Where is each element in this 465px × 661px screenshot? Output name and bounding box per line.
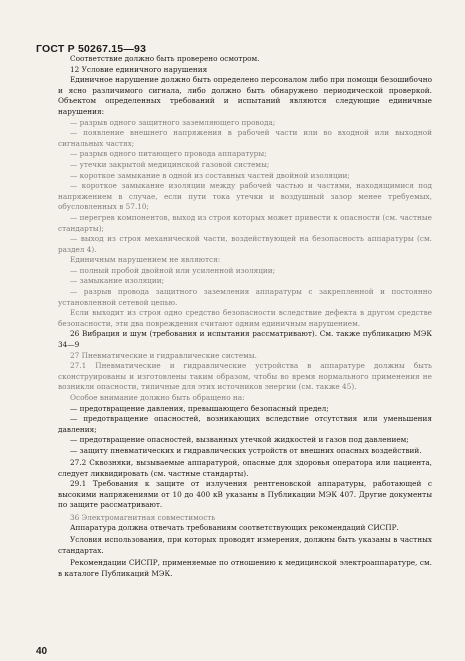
paragraph: 27.1 Пневматические и гидравлические устройства в аппаратуре должны быть сконструированы и изготовлены таким образом, чтобы во время нормального применения не возникли опасности, типичные для этих источников энергии (см. также 45).: [58, 361, 432, 392]
paragraph: — утечки закрытой медицинской газовой системы;: [70, 159, 270, 169]
paragraph: — выход из строя механической части, воздействующей на безопасность аппаратуры (см. раздел 4).: [58, 234, 432, 254]
paragraph: — появление внешнего напряжения в рабочей части или во входной или выходной сигнальных частях;: [58, 128, 432, 148]
paragraph: Единичное нарушение должно быть определено персоналом либо при помощи безошибочно и ясно различимого сигнала, либо должно быть обнаружено периодической проверкой. Объектом определенных требований и испытаний являются следующие единичные нарушения:: [58, 75, 432, 116]
paragraph: — разрыв провода защитного заземления аппаратуры с закрепленной и постоянно установленной сетевой цепью.: [58, 287, 432, 307]
paragraph: — замыкание изоляции;: [70, 276, 165, 286]
paragraph: 36 Электромагнитная совместимость: [70, 512, 216, 522]
paragraph: Рекомендации СИСПР, применяемые по отношению к медицинской электроаппаратуре, см. в каталоге Публикаций МЭК.: [58, 557, 432, 578]
page-header: ГОСТ Р 50267.15—93: [36, 43, 147, 55]
paragraph: — короткое замыкание в одной из составных частей двойной изоляции;: [70, 170, 350, 180]
paragraph: Единичным нарушением не являются:: [70, 255, 221, 265]
paragraph: Соответствие должно быть проверено осмотром.: [70, 54, 260, 63]
paragraph: — перегрев компонентов, выход из строя которых может привести к опасности (см. частные стандарты);: [58, 212, 432, 233]
paragraph: — разрыв одного питающего провода аппаратуры;: [70, 149, 267, 159]
paragraph: — короткое замыкание изоляции между рабочей частью и частями, находящимися под напряжением в случае, если пути тока утечки и воздушный зазор менее требуемых, обусловленных в 57.10;: [58, 181, 432, 212]
paragraph: 12 Условие единичного нарушения: [70, 64, 208, 74]
paragraph: — предотвращение давления, превышающего безопасный предел;: [70, 403, 329, 413]
paragraph: 27.2 Сквозняки, вызываемые аппаратурой, опасные для здоровья оператора или пациента, следует ликвидировать (см. частные стандарты).: [58, 458, 432, 478]
paragraph: 26 Вибрация и шум (требования и испытания рассматривают). См. также публикацию МЭК 34—9: [58, 329, 432, 350]
paragraph: Условия использования, при которых проводят измерения, должны быть указаны в частных стандартах.: [58, 535, 432, 555]
paragraph: — полный пробой двойной или усиленной изоляции;: [70, 265, 276, 275]
paragraph: Аппаратура должна отвечать требованиям соответствующих рекомендаций СИСПР.: [70, 523, 399, 533]
paragraph: Если выходит из строя одно средство безопасности вследствие дефекта в другом средстве безопасности, эти два повреждения считают одним единичным нарушением.: [58, 308, 432, 328]
paragraph: — предотвращение опасностей, возникающих вследствие отсутствия или уменьшения давления;: [58, 414, 432, 434]
paragraph: 29.1 Требования к защите от излучения рентгеновской аппаратуры, работающей с высокими напряжениями от 10 до 400 кВ указаны в Публикации МЭК 407. Другие документы по защите рассматривают.: [58, 479, 432, 510]
paragraph: Особое внимание должно быть обращено на:: [70, 393, 245, 402]
document-body: [58, 54, 432, 579]
paragraph: — разрыв одного защитного заземляющего провода;: [70, 117, 276, 127]
paragraph: — защиту пневматических и гидравлических устройств от внешних опасных воздействий.: [70, 445, 422, 455]
paragraph: — предотвращение опасностей, вызванных утечкой жидкостей и газов под давлением;: [70, 435, 409, 445]
page-number: 40: [36, 646, 48, 657]
paragraph: 27 Пневматические и гидравлические системы.: [70, 350, 257, 360]
